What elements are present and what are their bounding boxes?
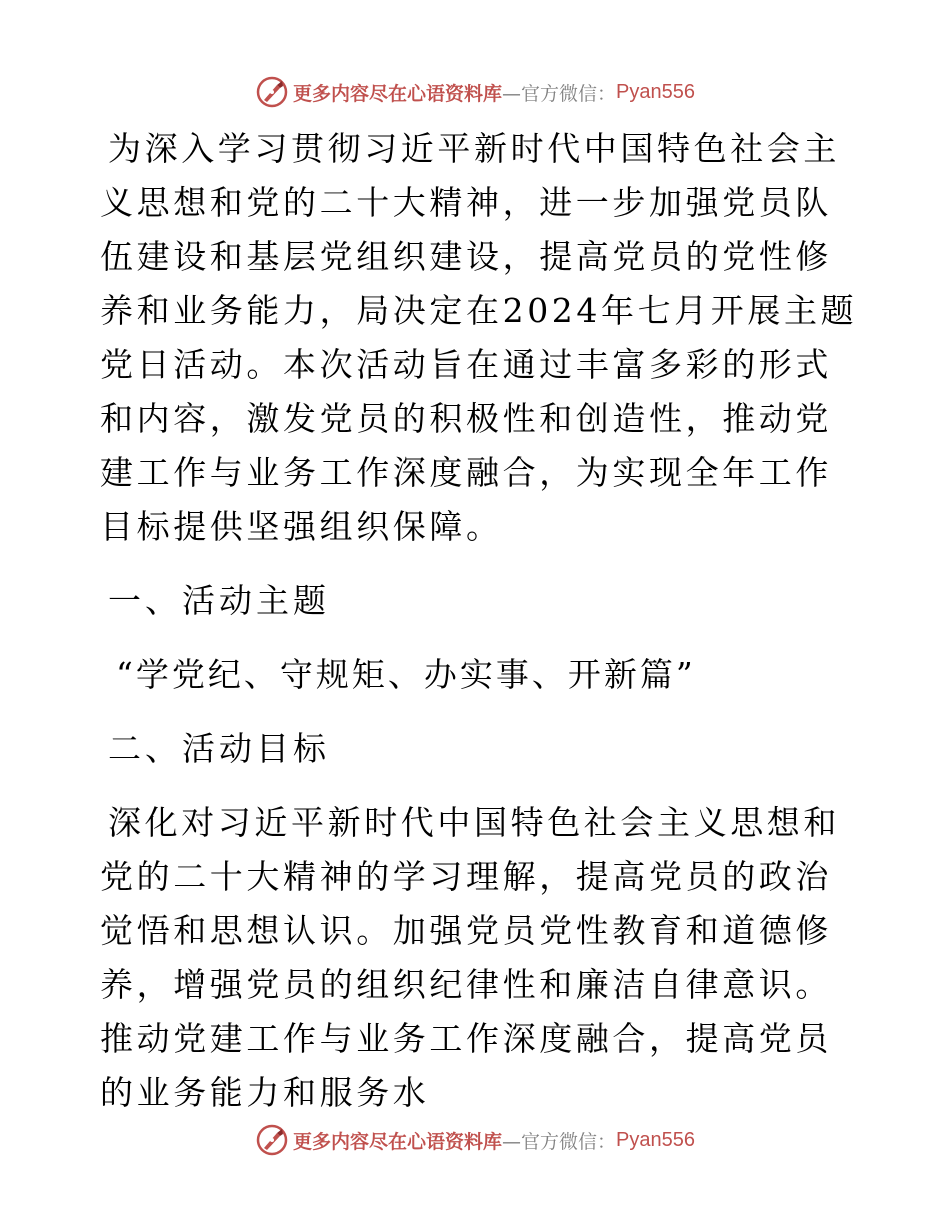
watermark-text: 更多内容尽在心语资料库 [293, 1130, 503, 1153]
intro-paragraph: 为深入学习贯彻习近平新时代中国特色社会主义思想和党的二十大精神，进一步加强党员队伍建设和基层党组织建设，提高党员的党性修养和业务能力，局决定在2024年七月开展主题党日活动。本次活动旨在通过丰富多彩的形式和内容，激发党员的积极性和创造性，推动党建工作与业务工作深度融合，为实现全年工作目标提供坚强组织保障。 [100, 129, 858, 546]
section2-paragraph: 深化对习近平新时代中国特色社会主义思想和党的二十大精神的学习理解，提高党员的政治觉悟和思想认识。加强党员党性教育和道德修养，增强党员的组织纪律性和廉洁自律意识。推动党建工作与业务工作深度融合，提高党员的业务能力和服务水 [100, 803, 840, 1112]
section1-theme: “学党纪、守规矩、办实事、开新篇” [116, 655, 696, 694]
watermark-separator: —官方微信： [502, 1130, 617, 1153]
watermark-separator: —官方微信： [502, 82, 617, 105]
pen-nib-logo-icon [255, 1123, 289, 1157]
section2-heading: 二、活动目标 [108, 729, 330, 768]
pen-nib-logo-icon [255, 75, 289, 109]
document-body [100, 122, 860, 1120]
section1-heading: 一、活动主题 [108, 581, 330, 620]
watermark-text: 更多内容尽在心语资料库 [293, 82, 503, 105]
watermark-wechat-id: Pyan556 [616, 1128, 695, 1151]
header-watermark [0, 72, 950, 112]
footer-watermark [0, 1120, 950, 1160]
watermark-wechat-id: Pyan556 [616, 80, 695, 103]
